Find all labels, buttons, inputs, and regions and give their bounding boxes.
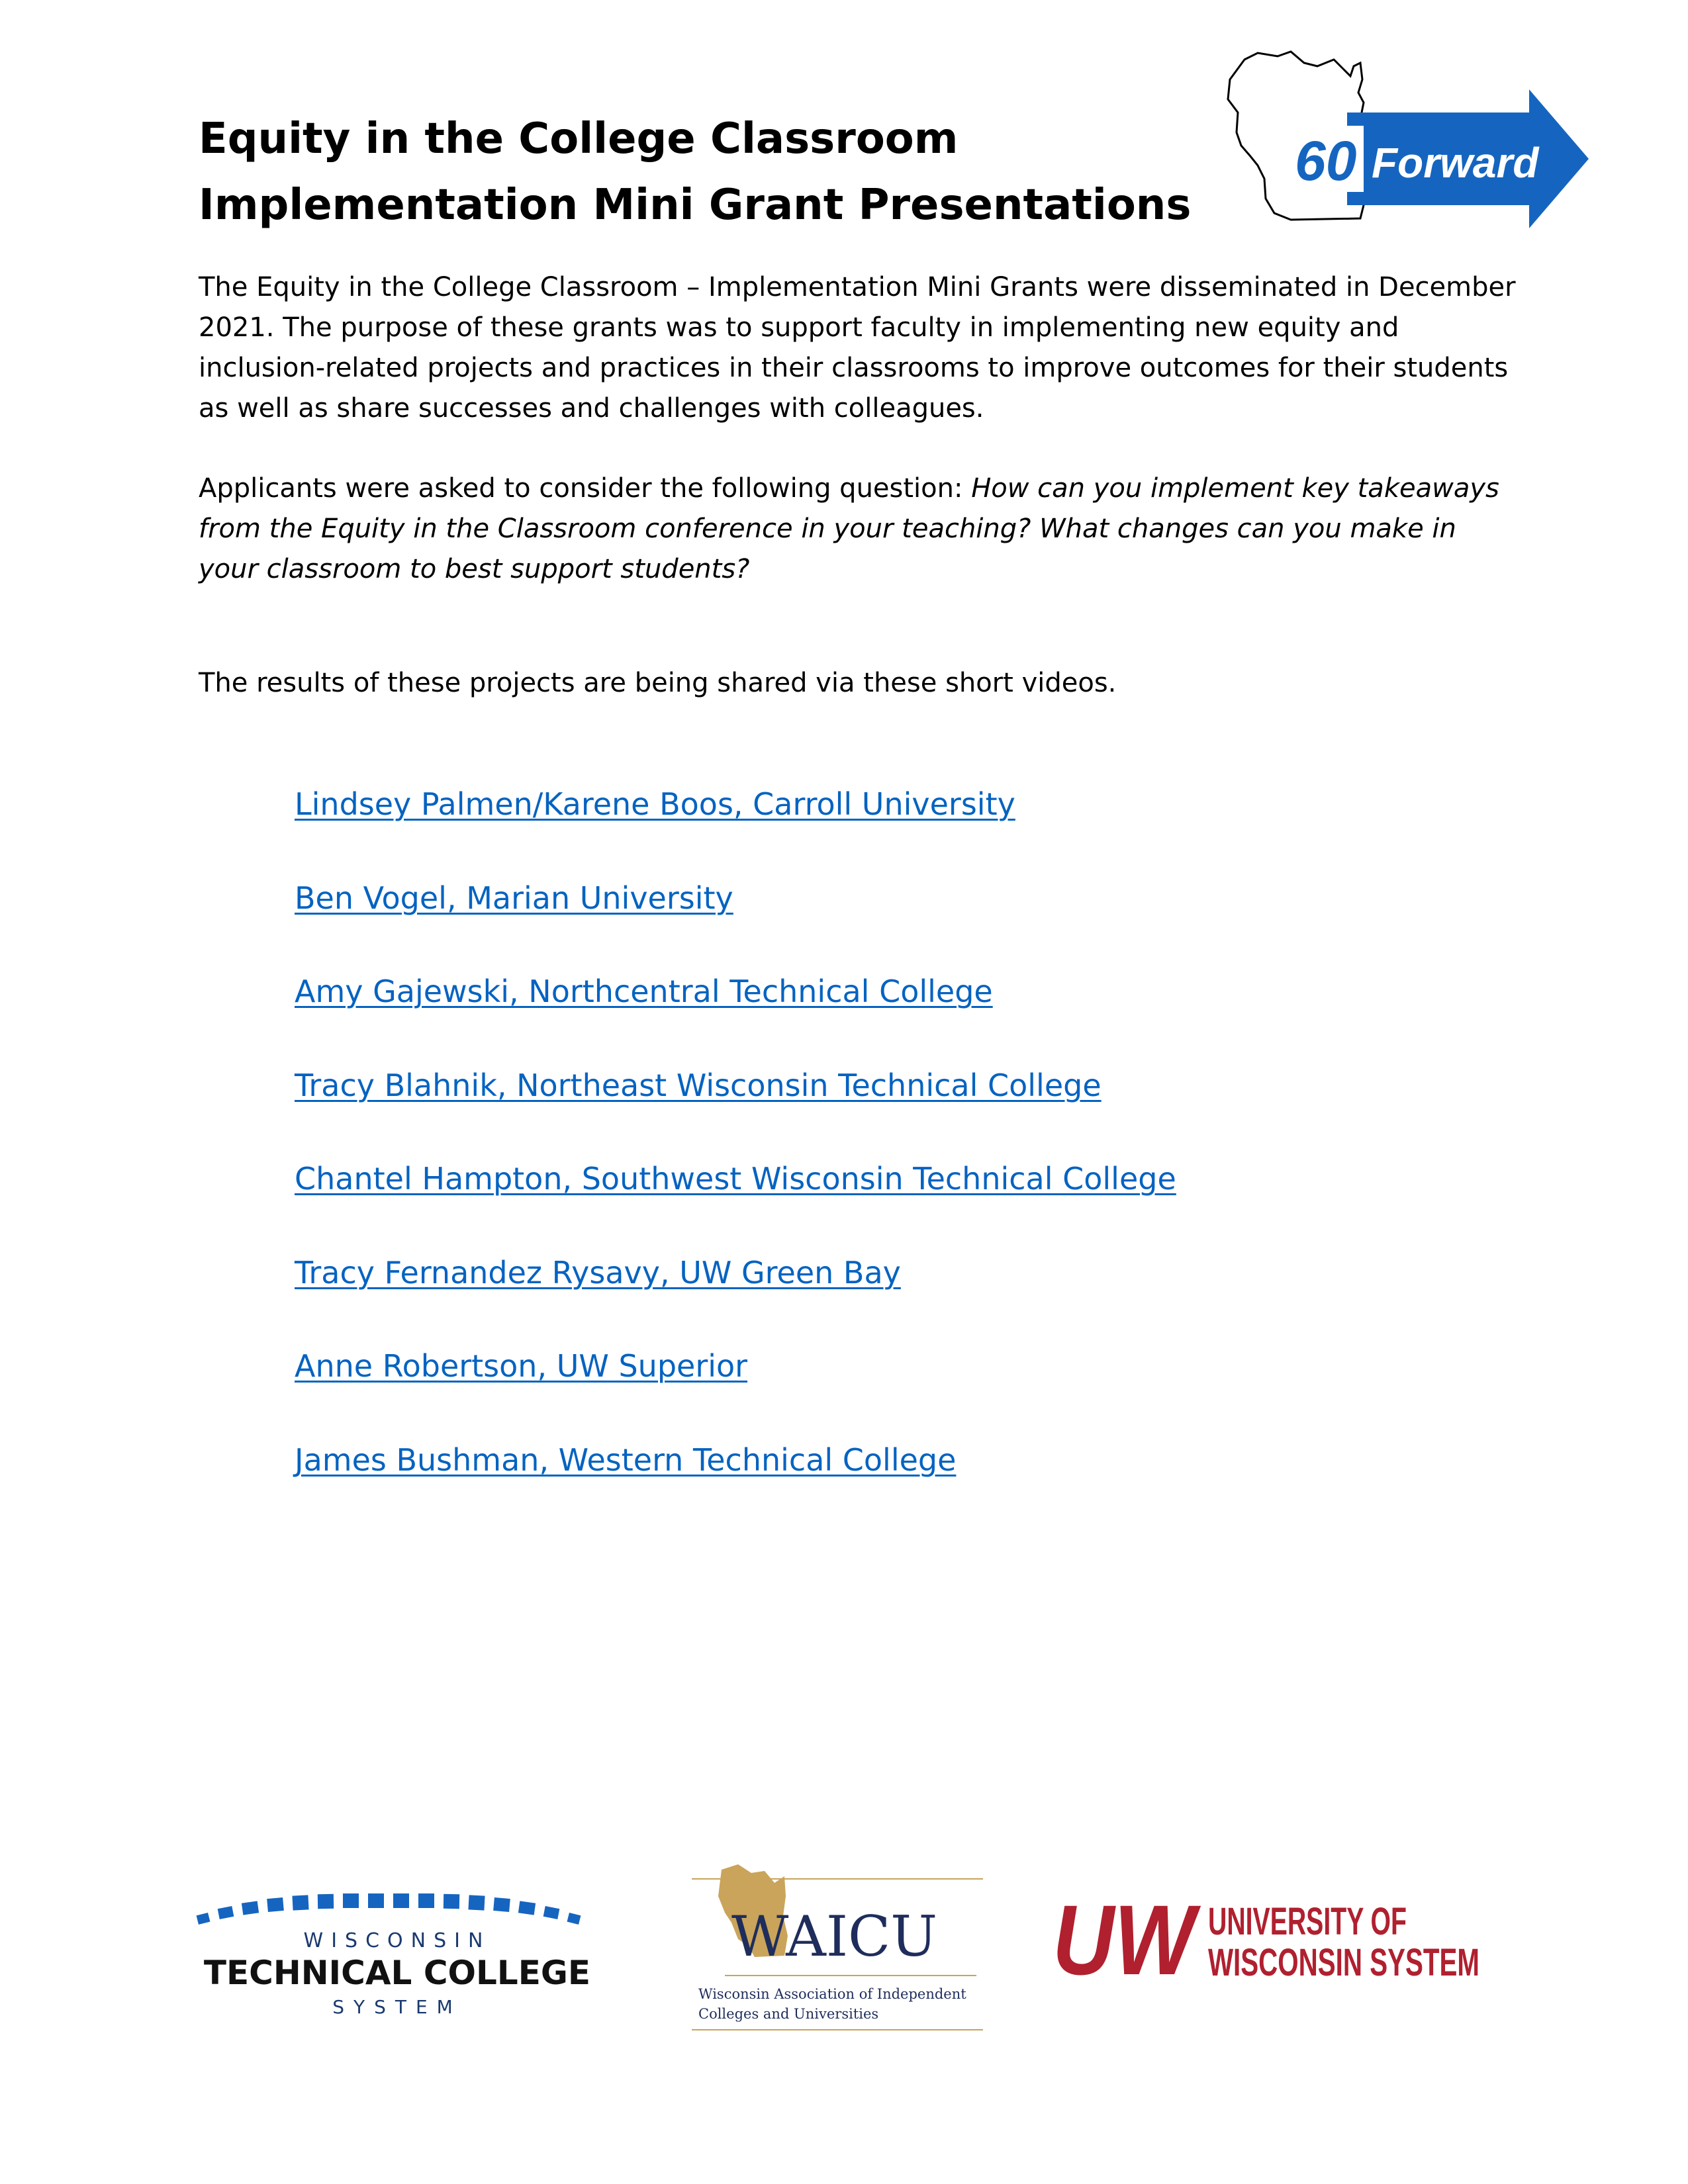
arch-dashes-icon [197, 1893, 581, 1925]
title-line-1: Equity in the College Classroom [199, 114, 959, 163]
list-item [295, 1437, 1420, 1531]
results-paragraph: The results of these projects are being shared via these short videos. [199, 668, 1117, 698]
page-title [199, 106, 1258, 238]
wtcs-line-2: TECHNICAL COLLEGE [203, 1954, 591, 1992]
waicu-name: WAICU [731, 1904, 938, 1969]
uw-line-2: WISCONSIN SYSTEM [1208, 1941, 1479, 1984]
wtcs-line-1: WISCONSIN [303, 1929, 491, 1952]
intro-paragraph: The Equity in the College Classroom – Implementation Mini Grants were disseminated in December 2021. The purpose of these grants was to support faculty in implementing new equity and inclusion-related projects and practices in their classrooms to improve outcomes for their students as well as share successes and challenges with colleagues. [199, 272, 1516, 424]
video-link-rysavy[interactable]: Tracy Fernandez Rysavy, UW Green Bay [295, 1254, 901, 1291]
video-link-robertson[interactable]: Anne Robertson, UW Superior [295, 1348, 748, 1384]
wtcs-logo [192, 1873, 616, 2025]
waicu-sub-2: Colleges and Universities [698, 2006, 879, 2022]
list-item [295, 1062, 1420, 1156]
list-item [295, 781, 1420, 875]
question-lead: Applicants were asked to consider the following question: [199, 473, 972, 504]
video-link-blahnik[interactable]: Tracy Blahnik, Northeast Wisconsin Technical College [295, 1067, 1102, 1103]
list-item [295, 1156, 1420, 1250]
list-item [295, 968, 1420, 1062]
waicu-logo [685, 1856, 990, 2035]
question-italic: How can you implement key takeaways from the Equity in the Classroom conference in your teaching? What changes can you make in your classroom to best support students? [199, 473, 1499, 584]
uw-system-logo [1053, 1884, 1489, 1995]
60-forward-logo [1218, 40, 1602, 238]
video-link-gajewski[interactable]: Amy Gajewski, Northcentral Technical College [295, 974, 993, 1009]
video-link-vogel[interactable]: Ben Vogel, Marian University [295, 880, 733, 916]
video-link-hampton[interactable]: Chantel Hampton, Southwest Wisconsin Technical College [295, 1161, 1176, 1197]
list-item [295, 1250, 1420, 1343]
logo-60-number: 60 [1295, 130, 1357, 192]
wtcs-line-3: SYSTEM [332, 1996, 462, 2018]
video-links-list [295, 781, 1420, 1530]
question-paragraph [199, 469, 1516, 590]
waicu-sub-1: Wisconsin Association of Independent [698, 1986, 966, 2002]
title-line-2: Implementation Mini Grant Presentations [199, 181, 1192, 230]
video-link-palmen-boos[interactable]: Lindsey Palmen/Karene Boos, Carroll University [295, 786, 1015, 822]
list-item [295, 1343, 1420, 1437]
list-item [295, 875, 1420, 969]
uw-mark: UW [1053, 1884, 1201, 1995]
uw-line-1: UNIVERSITY OF [1208, 1900, 1407, 1943]
logo-forward-word: Forward [1372, 139, 1539, 187]
video-link-bushman[interactable]: James Bushman, Western Technical College [295, 1441, 957, 1478]
